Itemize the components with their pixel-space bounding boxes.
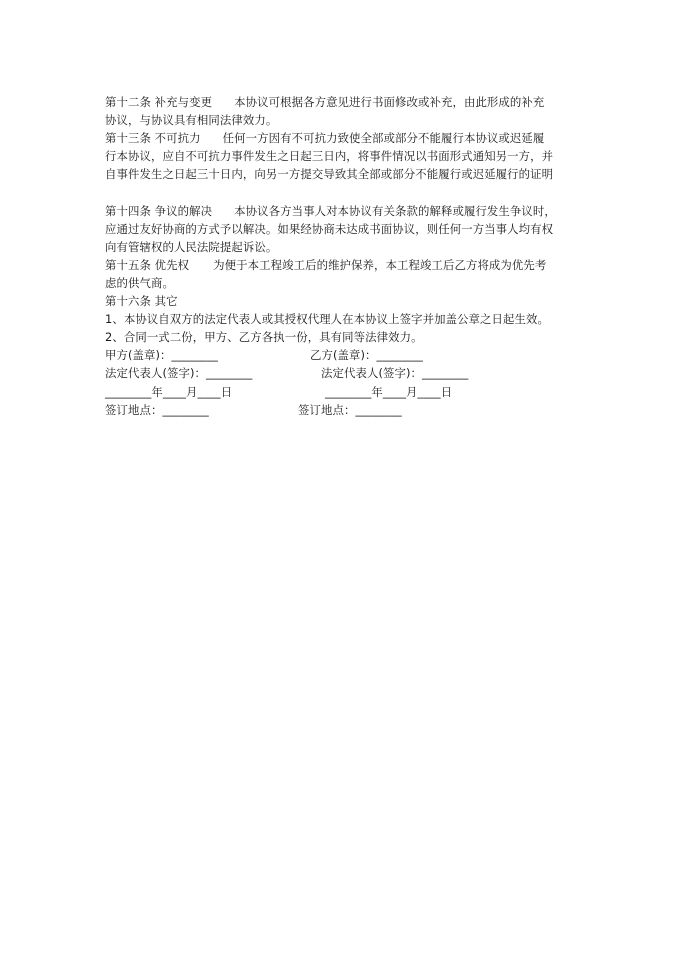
article-16-item-2 bbox=[105, 328, 600, 346]
party-a-date: ________年____月____日 bbox=[105, 384, 233, 399]
party-b-representative: 法定代表人(签字)：________ bbox=[321, 366, 469, 381]
article-12-heading: 第十二条 补充与变更 bbox=[105, 95, 213, 109]
article-13-heading: 第十三条 不可抗力 bbox=[105, 131, 201, 146]
article-14-line-1 bbox=[105, 202, 600, 220]
article-13-text-2: 行本协议，应自不可抗力事件发生之日起三日内，将事件情况以书面形式通知另一方，并 bbox=[105, 149, 554, 164]
article-14-text-2: 应通过友好协商的方式予以解决。如果经协商未达成书面协议，则任何一方当事人均有权 bbox=[105, 221, 554, 236]
party-a-place: 签订地点：________ bbox=[105, 402, 209, 417]
signature-seal-row bbox=[105, 346, 600, 364]
article-15-line-1 bbox=[105, 256, 600, 274]
party-b-seal: 乙方(盖章)：________ bbox=[310, 348, 423, 363]
signature-place-row bbox=[105, 401, 600, 419]
article-16-heading-line bbox=[105, 292, 600, 310]
article-12-line-2 bbox=[105, 111, 600, 129]
party-a-seal: 甲方(盖章)：________ bbox=[105, 348, 218, 363]
article-15-heading: 第十五条 优先权 bbox=[105, 257, 190, 272]
article-13-text-3: 自事件发生之日起三十日内，向另一方提交导致其全部或部分不能履行或迟延履行的证明 bbox=[105, 167, 554, 182]
paragraph-spacer bbox=[105, 183, 600, 201]
signature-rep-row bbox=[105, 364, 600, 382]
article-14-text-1: 本协议各方当事人对本协议有关条款的解释或履行发生争议时， bbox=[234, 203, 556, 218]
signature-date-row bbox=[105, 383, 600, 401]
article-16-heading: 第十六条 其它 bbox=[105, 294, 178, 309]
article-16-item-1-text: 1、本协议自双方的法定代表人或其授权代理人在本协议上签字并加盖公章之日起生效。 bbox=[105, 312, 549, 327]
article-14-line-2 bbox=[105, 220, 600, 238]
article-14-line-3 bbox=[105, 238, 600, 256]
article-15-line-2 bbox=[105, 274, 600, 292]
party-b-place: 签订地点：________ bbox=[298, 402, 402, 417]
article-12-line-1 bbox=[105, 93, 600, 111]
article-15-text-1: 为便于本工程竣工后的维护保养，本工程竣工后乙方将成为优先考 bbox=[213, 257, 547, 272]
article-13-line-3 bbox=[105, 165, 600, 183]
article-14-text-3: 向有管辖权的人民法院提起诉讼。 bbox=[105, 239, 278, 254]
article-12-text-2: 协议，与协议具有相同法律效力。 bbox=[105, 113, 278, 128]
article-12-text-1: 本协议可根据各方意见进行书面修改或补充，由此形成的补充 bbox=[234, 95, 545, 109]
party-b-date: ________年____月____日 bbox=[325, 384, 453, 399]
article-16-item-1 bbox=[105, 310, 600, 328]
article-14-heading: 第十四条 争议的解决 bbox=[105, 203, 213, 218]
article-13-text-1: 任何一方因有不可抗力致使全部或部分不能履行本协议或迟延履 bbox=[222, 131, 545, 146]
document-body bbox=[105, 93, 600, 419]
article-15-text-2: 虑的供气商。 bbox=[105, 275, 174, 290]
article-16-item-2-text: 2、合同一式二份，甲方、乙方各执一份，具有同等法律效力。 bbox=[105, 330, 423, 345]
party-a-representative: 法定代表人(签字)：________ bbox=[105, 366, 253, 381]
article-13-line-1 bbox=[105, 129, 600, 147]
article-13-line-2 bbox=[105, 147, 600, 165]
